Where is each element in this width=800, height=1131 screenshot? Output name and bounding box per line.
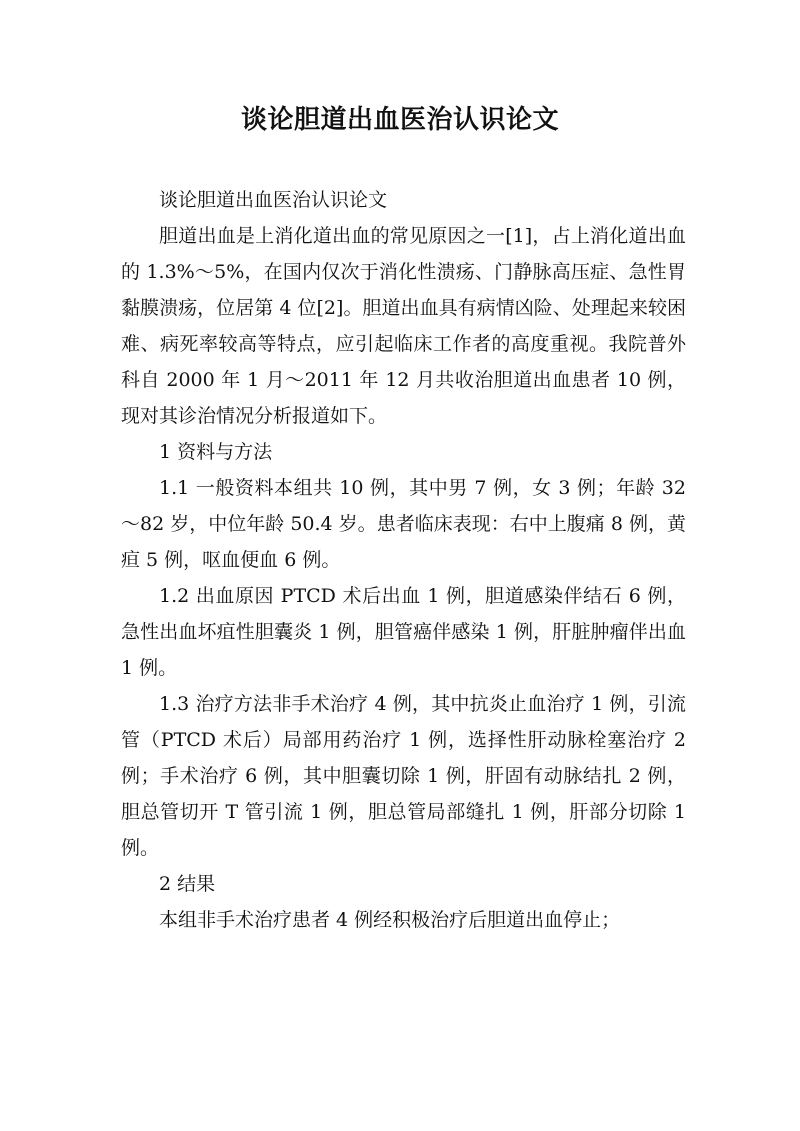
paragraph-bleeding-causes: 1.2 出血原因 PTCD 术后出血 1 例，胆道感染伴结石 6 例，急性出血坏疽性胆囊炎 1 例，胆管癌伴感染 1 例，肝脏肿瘤伴出血 1 例。 (121, 585, 686, 679)
section-heading-materials-methods: 1 资料与方法 (159, 441, 273, 463)
paragraph-results: 本组非手术治疗患者 4 例经积极治疗后胆道出血停止； (159, 909, 621, 931)
document-title: 谈论胆道出血医治认识论文 (240, 105, 559, 135)
paragraph-general-data: 1.1 一般资料本组共 10 例，其中男 7 例，女 3 例；年龄 32～82 岁，中位年龄 50.4 岁。患者临床表现：右中上腹痛 8 例，黄疸 5 例，呕血便血 6 例。 (121, 477, 686, 571)
document-body (121, 182, 686, 938)
paragraph-intro: 胆道出血是上消化道出血的常见原因之一[1]，占上消化道出血的 1.3%～5%，在国内仅次于消化性溃疡、门静脉高压症、急性胃黏膜溃疡，位居第 4 位[2]。胆道出血具有病情凶险、处理起来较困难、病死率较高等特点，应引起临床工作者的高度重视。我院普外科自 2000 年 1 月～2011 年 12 月共收治胆道出血患者 10 例，现对其诊治情况分析报道如下。 (121, 225, 686, 427)
section-heading-results: 2 结果 (159, 873, 216, 895)
paragraph-treatment-methods: 1.3 治疗方法非手术治疗 4 例，其中抗炎止血治疗 1 例，引流管（PTCD 术后）局部用药治疗 1 例，选择性肝动脉栓塞治疗 2 例；手术治疗 6 例，其中胆囊切除 1 例，肝固有动脉结扎 2 例，胆总管切开 T 管引流 1 例，胆总管局部缝扎 1 例，肝部分切除 1 例。 (121, 693, 686, 859)
paragraph-subtitle: 谈论胆道出血医治认识论文 (159, 189, 388, 211)
